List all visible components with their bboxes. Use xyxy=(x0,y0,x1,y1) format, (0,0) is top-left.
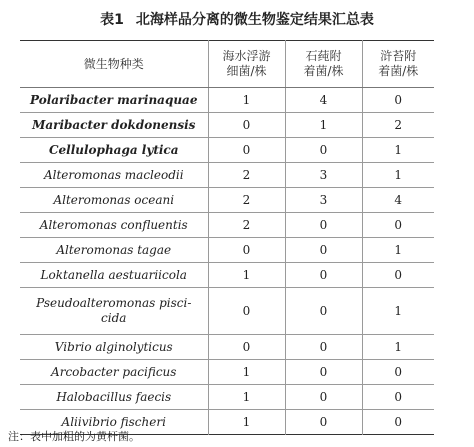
ulva-count: 0 xyxy=(285,360,362,385)
table-row xyxy=(20,385,434,410)
header-enteromorpha-line1: 浒苔附 xyxy=(380,49,417,63)
species-name: Alteromonas confluentis xyxy=(20,213,208,238)
seawater-count: 0 xyxy=(208,138,285,163)
seawater-count: 1 xyxy=(208,88,285,113)
header-enteromorpha xyxy=(362,41,434,88)
header-ulva xyxy=(285,41,362,88)
ulva-count: 0 xyxy=(285,263,362,288)
table-row xyxy=(20,360,434,385)
species-name: Pseudoalteromonas pisci-cida xyxy=(20,288,208,335)
ulva-count: 0 xyxy=(285,288,362,335)
table-body xyxy=(20,88,434,435)
table-row xyxy=(20,263,434,288)
header-seawater-line2: 细菌/株 xyxy=(226,64,267,78)
header-seawater xyxy=(208,41,285,88)
header-seawater-line1: 海水浮游 xyxy=(222,49,271,63)
seawater-count: 2 xyxy=(208,188,285,213)
seawater-count: 0 xyxy=(208,238,285,263)
ulva-count: 0 xyxy=(285,213,362,238)
species-name: Halobacillus faecis xyxy=(20,385,208,410)
species-name: Alteromonas oceani xyxy=(20,188,208,213)
ulva-count: 0 xyxy=(285,410,362,435)
table-row xyxy=(20,88,434,113)
header-enteromorpha-line2: 着菌/株 xyxy=(378,64,419,78)
seawater-count: 0 xyxy=(208,288,285,335)
table-caption xyxy=(0,9,474,29)
species-name: Polaribacter marinaquae xyxy=(20,88,208,113)
table-row xyxy=(20,188,434,213)
enteromorpha-count: 0 xyxy=(362,360,434,385)
seawater-count: 1 xyxy=(208,263,285,288)
header-row xyxy=(20,41,434,88)
table-row xyxy=(20,238,434,263)
table-note: 注：表中加粗的为黄杆菌。 xyxy=(8,430,140,443)
enteromorpha-count: 0 xyxy=(362,410,434,435)
species-name: Alteromonas macleodii xyxy=(20,163,208,188)
seawater-count: 2 xyxy=(208,163,285,188)
enteromorpha-count: 0 xyxy=(362,263,434,288)
ulva-count: 0 xyxy=(285,238,362,263)
seawater-count: 1 xyxy=(208,360,285,385)
species-name: Arcobacter pacificus xyxy=(20,360,208,385)
table-row xyxy=(20,163,434,188)
enteromorpha-count: 1 xyxy=(362,335,434,360)
header-species-line1: 微生物种类 xyxy=(83,56,144,71)
species-name: Alteromonas tagae xyxy=(20,238,208,263)
ulva-count: 1 xyxy=(285,113,362,138)
seawater-count: 1 xyxy=(208,410,285,435)
enteromorpha-count: 1 xyxy=(362,163,434,188)
enteromorpha-count: 2 xyxy=(362,113,434,138)
enteromorpha-count: 0 xyxy=(362,213,434,238)
enteromorpha-count: 1 xyxy=(362,238,434,263)
ulva-count: 3 xyxy=(285,188,362,213)
seawater-count: 1 xyxy=(208,385,285,410)
seawater-count: 0 xyxy=(208,335,285,360)
header-ulva-line2: 着菌/株 xyxy=(303,64,344,78)
header-ulva-line1: 石莼附 xyxy=(305,49,342,63)
ulva-count: 0 xyxy=(285,385,362,410)
enteromorpha-count: 0 xyxy=(362,385,434,410)
seawater-count: 2 xyxy=(208,213,285,238)
identification-table xyxy=(20,40,434,435)
seawater-count: 0 xyxy=(208,113,285,138)
enteromorpha-count: 1 xyxy=(362,138,434,163)
species-name: Loktanella aestuariicola xyxy=(20,263,208,288)
ulva-count: 4 xyxy=(285,88,362,113)
ulva-count: 3 xyxy=(285,163,362,188)
table-row xyxy=(20,138,434,163)
table-row xyxy=(20,213,434,238)
header-species xyxy=(20,41,208,88)
ulva-count: 0 xyxy=(285,335,362,360)
ulva-count: 0 xyxy=(285,138,362,163)
enteromorpha-count: 0 xyxy=(362,88,434,113)
species-name: Cellulophaga lytica xyxy=(20,138,208,163)
species-name: Vibrio alginolyticus xyxy=(20,335,208,360)
table-row xyxy=(20,335,434,360)
table-row xyxy=(20,288,434,335)
enteromorpha-count: 4 xyxy=(362,188,434,213)
table-number: 表1 xyxy=(100,12,124,28)
table-title: 北海样品分离的微生物鉴定结果汇总表 xyxy=(135,12,374,28)
table-row xyxy=(20,113,434,138)
species-name: Maribacter dokdonensis xyxy=(20,113,208,138)
species-name: Aliivibrio fischeri xyxy=(61,414,166,429)
enteromorpha-count: 1 xyxy=(362,288,434,335)
